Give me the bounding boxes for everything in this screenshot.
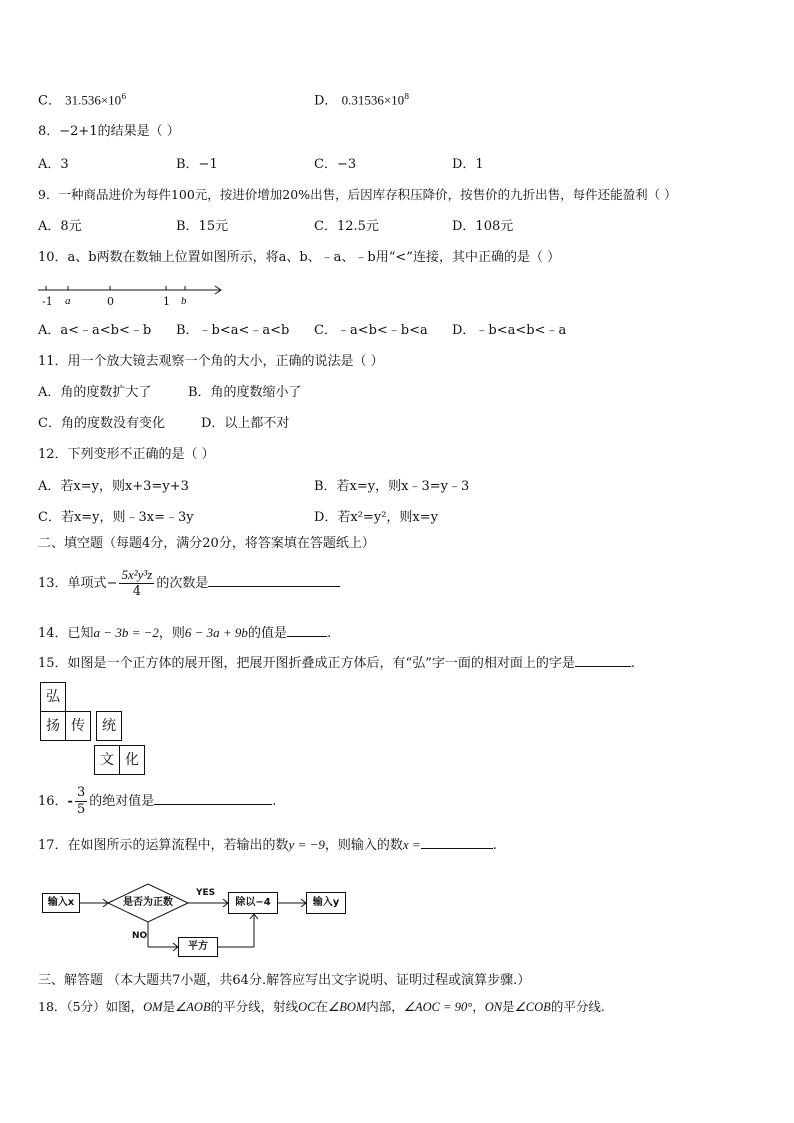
q12-stem: 12．下列变形不正确的是（ ） bbox=[38, 447, 215, 462]
q17-answer-blank[interactable] bbox=[421, 836, 493, 849]
q15-cell-yang: 扬 bbox=[40, 711, 66, 741]
q15-end: . bbox=[630, 656, 635, 671]
q17-input-box: 输入x bbox=[42, 893, 80, 913]
q18-text-e: 内部， bbox=[366, 999, 404, 1014]
q17-divide-box: 除以−4 bbox=[228, 892, 278, 914]
q18-aoc: ∠AOC = 90° bbox=[403, 1000, 473, 1014]
q13-denominator: 4 bbox=[132, 584, 142, 599]
q14-suffix: 的值是 bbox=[247, 626, 287, 641]
q14-prefix: 14．已知 bbox=[38, 626, 94, 641]
q11-option-b: B．角的度数缩小了 bbox=[188, 385, 302, 400]
q17-square-box: 平方 bbox=[178, 937, 218, 957]
q8-option-a: A．3 bbox=[38, 157, 69, 172]
q7-option-d-exponent: 8 bbox=[404, 92, 410, 101]
q16-answer-blank[interactable] bbox=[154, 792, 272, 805]
q16 bbox=[38, 784, 276, 820]
q18-bom: ∠BOM bbox=[328, 1000, 367, 1014]
q9-option-a: A．8元 bbox=[38, 219, 82, 234]
q10-number-line bbox=[38, 282, 228, 296]
q14 bbox=[38, 624, 331, 643]
q18-text-f: ， bbox=[472, 999, 485, 1014]
q18-text-a: 18．（5分）如图， bbox=[38, 999, 144, 1014]
q13 bbox=[38, 566, 340, 602]
q15-answer-blank[interactable] bbox=[575, 654, 631, 667]
q11-option-a: A．角的度数扩大了 bbox=[38, 385, 152, 400]
q10-label-1: 1 bbox=[163, 295, 170, 308]
q17-end: . bbox=[492, 838, 497, 853]
q17-variable: x = bbox=[402, 837, 421, 852]
section3-heading: 三、解答题 （本大题共7小题，共64分.解答应写出文字说明、证明过程或演算步骤.） bbox=[38, 973, 531, 988]
q11-stem: 11．用一个放大镜去观察一个角的大小，正确的说法是（ ） bbox=[38, 354, 384, 369]
q7-option-d-value: 0.31536×10 bbox=[341, 92, 405, 108]
q7-option-c-exponent: 6 bbox=[121, 92, 127, 101]
q17-no-label: NO bbox=[132, 931, 148, 941]
q15-cell-hua: 化 bbox=[119, 745, 145, 775]
q13-suffix: 的次数是 bbox=[156, 576, 209, 591]
q15-stem: 15．如图是一个正方体的展开图，把展开图折叠成正方体后，有“弘”字一面的相对面上的字是 bbox=[38, 656, 575, 671]
q8-option-c: C．−3 bbox=[314, 157, 357, 172]
q12-option-b: B．若x=y，则x﹣3=y﹣3 bbox=[314, 479, 470, 494]
q7-option-c-label: C． bbox=[38, 93, 61, 109]
q10-option-d: D．﹣b<a<b<﹣a bbox=[452, 323, 567, 338]
q8-option-d: D．1 bbox=[452, 157, 484, 172]
q8-stem: 8．−2+1的结果是（ ） bbox=[38, 124, 180, 139]
q18-cob: ∠COB bbox=[514, 1000, 551, 1014]
q13-prefix: 13．单项式 bbox=[38, 576, 107, 591]
section2-heading: 二、填空题（每题4分，满分20分，将答案填在答题纸上） bbox=[38, 536, 375, 551]
q16-minus: - bbox=[67, 794, 73, 809]
q17-condition: y = −9 bbox=[288, 837, 325, 852]
q18-text-c: 的平分线，射线 bbox=[210, 999, 299, 1014]
q12-option-d: D．若x²=y²，则x=y bbox=[314, 510, 438, 525]
q8-option-b: B．−1 bbox=[176, 157, 218, 172]
q14-condition: a − 3b = −2 bbox=[93, 625, 159, 640]
q18 bbox=[38, 998, 605, 1016]
q18-aob: ∠AOB bbox=[175, 1000, 211, 1014]
q18-on: ON bbox=[484, 1000, 503, 1014]
q16-denominator: 5 bbox=[76, 802, 86, 817]
q14-answer-blank[interactable] bbox=[287, 624, 327, 637]
q7-option-d bbox=[314, 88, 409, 110]
q9-option-b: B．15元 bbox=[176, 219, 229, 234]
q17-yes-label: YES bbox=[196, 888, 216, 898]
q17-output-box: 输入y bbox=[306, 892, 346, 914]
q14-end: . bbox=[326, 626, 332, 641]
q11-option-c: C．角的度数没有变化 bbox=[38, 416, 165, 431]
q10-option-b: B．﹣b<a<﹣a<b bbox=[176, 323, 290, 338]
q16-suffix: 的绝对值是 bbox=[89, 794, 155, 809]
q10-label-minus1: -1 bbox=[42, 295, 53, 308]
q15-cell-hong: 弘 bbox=[40, 682, 66, 712]
q15-cell-tong: 统 bbox=[96, 711, 122, 741]
q18-text-d: 在 bbox=[315, 999, 328, 1014]
q11-option-d: D．以上都不对 bbox=[201, 416, 290, 431]
q14-mid: ，则 bbox=[158, 626, 185, 641]
q16-end: . bbox=[272, 794, 277, 809]
q10-label-0: 0 bbox=[107, 295, 114, 308]
q17-decision-label: 是否为正数 bbox=[123, 897, 173, 908]
q18-text-h: 的平分线. bbox=[550, 999, 605, 1014]
q13-answer-blank[interactable] bbox=[208, 574, 340, 587]
q13-minus: − bbox=[106, 576, 118, 591]
q13-fraction bbox=[119, 567, 154, 600]
q9-stem: 9．一种商品进价为每件100元，按进价增加20%出售，后因库存积压降价，按售价的九折出售，每件还能盈利（ ） bbox=[38, 187, 677, 202]
q14-expression: 6 − 3a + 9b bbox=[184, 625, 248, 640]
q16-prefix: 16． bbox=[38, 794, 68, 809]
q17 bbox=[38, 836, 497, 855]
q15 bbox=[38, 654, 635, 673]
q15-cell-wen: 文 bbox=[94, 745, 120, 775]
q10-label-a: a bbox=[65, 295, 71, 307]
q15-cell-chuan: 传 bbox=[65, 711, 91, 741]
q10-stem: 10．a、b两数在数轴上位置如图所示，将a、b、﹣a、﹣b用“<”连接，其中正确的是（ ） bbox=[38, 250, 561, 265]
q10-label-b: b bbox=[181, 295, 187, 307]
q18-om: OM bbox=[143, 1000, 163, 1014]
q16-numerator: 3 bbox=[76, 785, 86, 800]
q7-option-c-value: 31.536×10 bbox=[65, 92, 122, 108]
q7-option-d-label: D． bbox=[314, 93, 338, 109]
q7-option-c bbox=[38, 88, 126, 110]
q9-option-d: D．108元 bbox=[452, 219, 514, 234]
q13-numerator: 5x²y³z bbox=[121, 567, 153, 582]
q12-option-c: C．若x=y，则﹣3x=﹣3y bbox=[38, 510, 194, 525]
q10-option-a: A．a<﹣a<b<﹣b bbox=[38, 323, 152, 338]
q9-option-c: C．12.5元 bbox=[314, 219, 379, 234]
q17-prefix: 17．在如图所示的运算流程中，若输出的数 bbox=[38, 838, 289, 853]
q18-text-b: 是 bbox=[162, 999, 176, 1014]
q18-oc: OC bbox=[298, 1000, 316, 1014]
q18-text-g: 是 bbox=[502, 999, 515, 1014]
q17-mid: ，则输入的数 bbox=[324, 838, 403, 853]
q16-fraction bbox=[75, 785, 87, 818]
q10-option-c: C．﹣a<b<﹣b<a bbox=[314, 323, 428, 338]
q12-option-a: A．若x=y，则x+3=y+3 bbox=[38, 479, 189, 494]
